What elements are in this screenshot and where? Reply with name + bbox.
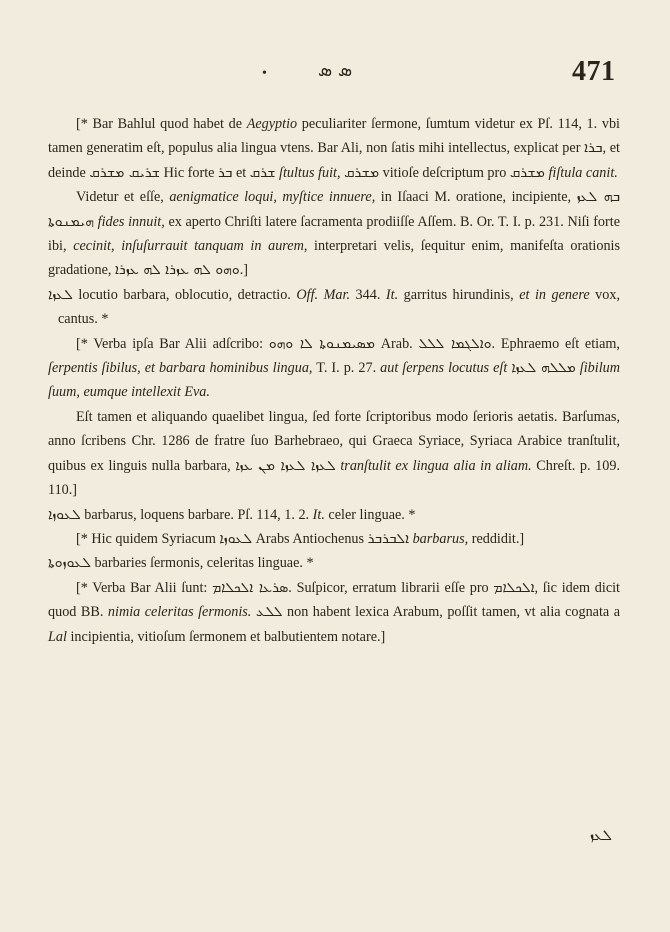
running-header	[0, 58, 670, 92]
header-dot: •	[262, 66, 267, 81]
paragraph: [* Bar Bahlul quod habet de Aegyptio peculiariter ſermone, ſumtum videtur ex Pſ. 114, 1. vbi tamen generatim eſt, populus alia lingua vtens. Bar Ali, non ſatis mihi intellectus, explicat per ܒܪܐ, et deinde ܫܪܝܩ ܡܫܪܩ Hic forte ܒܪ et ܫܪܩ ſtultus fuit, ܡܫܪܩ vitioſe deſcriptum pro ܡܫܪܩ fiſtula canit.	[48, 116, 621, 181]
paragraph: Videtur et eſſe, aenigmatice loqui, myſtice innuere, in Iſaaci M. oratione, incipiente, ܒܗ ܠܥܙ ܗܝܡܢܘܬܐ fides innuit, ex aperto Chriſti latere ſacramenta prodiiſſe Aſſem. B. Or. T. I. p. 231. Niſi forte ibi, cecinit, inſuſurrauit tanquam in aurem, interpretari velis, ſequitur enim, manifeſta orationis gradatione, ܘܗܘ ܠܗ ܥܙܪܐ ܠܗ ܥܙܪܐ.]	[48, 189, 620, 279]
paragraph: ܠܥܘܙܘܬܐ barbaries ſermonis, celeritas linguae. *	[48, 555, 314, 572]
signature-mark: ܣ ܣ	[318, 60, 353, 81]
paragraph: ܠܥܙܐ locutio barbara, oblocutio, detractio. Off. Mar. 344. It. garritus hirundinis, et in genere vox, cantus. *	[48, 286, 620, 328]
paragraph: [* Verba ipſa Bar Alii adſcribo: ܡܣܝܡܢܘܬܐ ܠܐ ܘܗܘ Arab. ܘܐܠܓܡܐ ܠܠܠ. Ephraemo eſt etiam, ſerpentis ſibilus, et barbara hominibus lingua, T. I. p. 27. aut ſerpens locutus eſt ܡܠܠܗ ܠܥܙܐ ſibilum ſuum, eumque intellexit Eva.	[48, 335, 620, 401]
catchword: ܠܥܙ	[589, 826, 612, 844]
page-number: 471	[572, 56, 616, 87]
text-body	[48, 112, 620, 649]
paragraph: [* Hic quidem Syriacum ܠܥܘܙܐ Arabs Antiochenus ܐܠܒܪܒܪ barbarus, reddidit.]	[76, 530, 525, 547]
paragraph: ܠܥܘܙܐ barbarus, loquens barbare. Pſ. 114, 1. 2. It. celer linguae. *	[48, 506, 416, 523]
paragraph: Eſt tamen et aliquando quaelibet lingua, ſed forte ſcriptoribus modo ſerioris aetatis. Barſumas, anno ſcribens Chr. 1286 de fratre ſuo Barhebraeo, qui Graeca Syriace, Syriaca Arabice tranſtulit, quibus ex linguis nulla barbara, ܠܥܙܐ ܠܥܙܐ ܡܢ ܥܙܐ tranſtulit ex lingua alia in aliam. Chreſt. p. 109. 110.]	[48, 408, 620, 499]
paragraph: [* Verba Bar Alii ſunt: ܣܪܥܐ ܐܠܟܠܐܡ. Suſpicor, erratum librarii eſſe pro ܐܠܟܠܐܡ, ſic idem dicit quod BB. nimia celeritas ſermonis. ܠܠܥ non habent lexica Arabum, poſſit tamen, vt alia cognata a Lal incipientia, vitioſum ſermonem et balbutientem notare.]	[48, 579, 621, 645]
